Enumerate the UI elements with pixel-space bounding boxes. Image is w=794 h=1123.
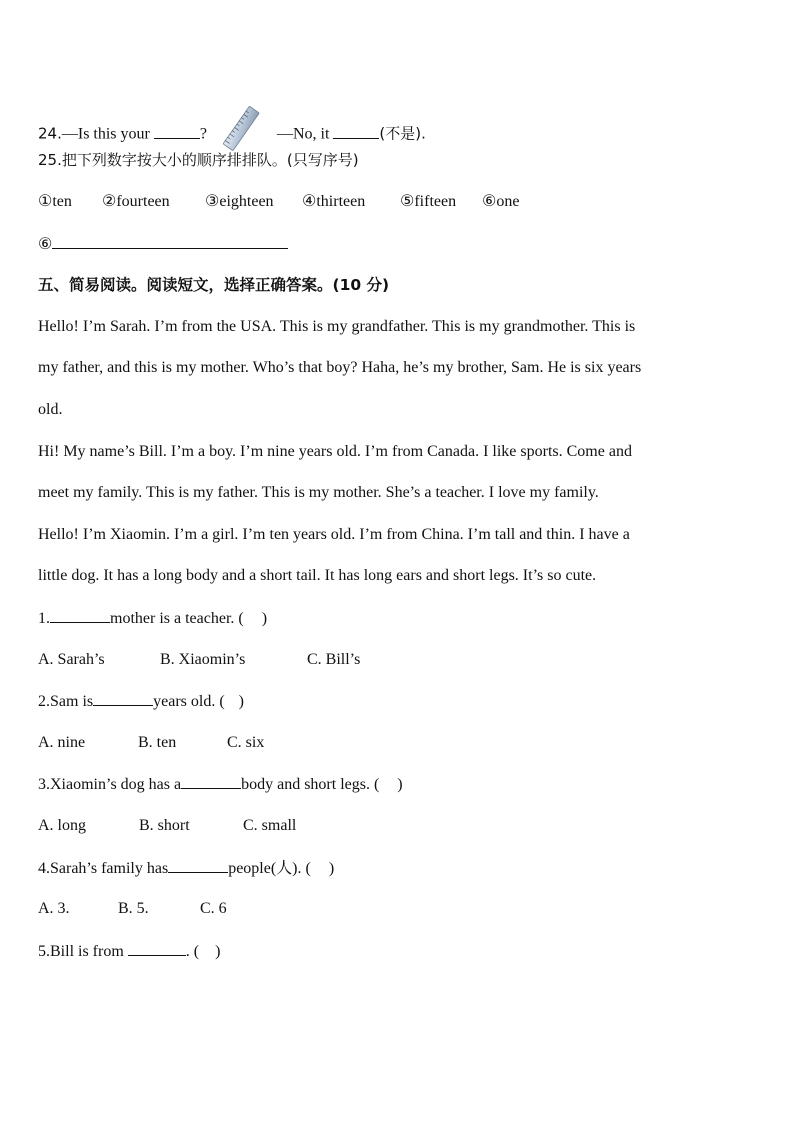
passage-line bbox=[38, 524, 630, 546]
answer-paren-close: ) bbox=[238, 693, 244, 710]
option-a[interactable]: A. 3. bbox=[38, 900, 70, 917]
question-4-options bbox=[38, 898, 227, 920]
question-text: years old. ( bbox=[153, 693, 225, 710]
question-4 bbox=[38, 857, 334, 880]
option-a[interactable]: A. Sarah’s bbox=[38, 651, 105, 668]
passage-text: Hi! My name’s Bill. I’m a boy. I’m nine years old. I’m from Canada. I like sports. Come and bbox=[38, 443, 632, 460]
q25-number: 25. bbox=[38, 151, 62, 169]
q24-blank-2[interactable] bbox=[333, 123, 379, 139]
question-1-options bbox=[38, 649, 360, 671]
question-blank[interactable] bbox=[93, 690, 153, 706]
question-3-options bbox=[38, 815, 296, 837]
question-2 bbox=[38, 690, 244, 713]
option-word: thirteen bbox=[316, 193, 366, 210]
passage-line bbox=[38, 357, 641, 379]
question-blank[interactable] bbox=[168, 857, 228, 873]
q25-option bbox=[400, 191, 482, 213]
q24-hint: (不是). bbox=[379, 124, 426, 143]
passage-line bbox=[38, 482, 599, 504]
q24-dash-2: — bbox=[276, 125, 293, 143]
q25-option bbox=[482, 191, 519, 213]
circled-number: ④ bbox=[302, 193, 317, 210]
question-prefix: 2.Sam is bbox=[38, 693, 94, 710]
q25-option bbox=[102, 191, 205, 213]
passage-text: my father, and this is my mother. Who’s that boy? Haha, he’s my brother, Sam. He is six years bbox=[38, 359, 642, 376]
passage-text: old. bbox=[38, 401, 63, 418]
q25-instruction: 把下列数字按大小的顺序排排队。(只写序号) bbox=[61, 151, 359, 169]
option-word: fourteen bbox=[116, 193, 170, 210]
circled-number: ③ bbox=[205, 193, 220, 210]
q25-options-line bbox=[38, 191, 519, 213]
passage-text: meet my family. This is my father. This is my mother. She’s a teacher. I love my family. bbox=[38, 484, 599, 501]
question-3 bbox=[38, 773, 403, 796]
answer-paren-close: ) bbox=[261, 610, 268, 627]
ruler-icon bbox=[217, 104, 267, 154]
passage-text: Hello! I’m Sarah. I’m from the USA. This is my grandfather. This is my grandmother. This is bbox=[38, 318, 636, 335]
section-5-title: 五、简易阅读。阅读短文，选择正确答案。(10 分) bbox=[38, 276, 390, 294]
question-text: people(人). ( bbox=[228, 860, 311, 877]
question-text: mother is a teacher. ( bbox=[110, 610, 244, 627]
option-word: one bbox=[496, 193, 520, 210]
question-blank[interactable] bbox=[181, 773, 241, 789]
question-2-options bbox=[38, 732, 264, 754]
option-c[interactable]: C. six bbox=[227, 734, 265, 751]
q24-text-2: No, it bbox=[292, 125, 330, 143]
question-prefix: 5.Bill is from bbox=[38, 943, 124, 960]
answer-paren-close: ) bbox=[397, 776, 403, 793]
option-b[interactable]: B. ten bbox=[138, 734, 177, 751]
option-word: eighteen bbox=[219, 193, 274, 210]
q24-text-1: Is this your bbox=[77, 125, 150, 143]
option-c[interactable]: C. 6 bbox=[200, 900, 227, 917]
question-prefix: 4.Sarah’s family has bbox=[38, 860, 169, 877]
answer-paren-close: ) bbox=[215, 943, 221, 960]
circled-number: ① bbox=[38, 193, 53, 210]
question-prefix: 3.Xiaomin’s dog has a bbox=[38, 776, 182, 793]
passage-line bbox=[38, 441, 632, 463]
question-text: body and short legs. ( bbox=[241, 776, 380, 793]
option-b[interactable]: B. 5. bbox=[118, 900, 149, 917]
passage-line bbox=[38, 399, 62, 421]
option-word: ten bbox=[52, 193, 72, 210]
q24-number: 24. bbox=[38, 124, 62, 143]
q25-option bbox=[38, 191, 102, 213]
passage-text: Hello! I’m Xiaomin. I’m a girl. I’m ten years old. I’m from China. I’m tall and thin. I have a bbox=[38, 526, 630, 543]
option-a[interactable]: A. nine bbox=[38, 734, 86, 751]
question-1 bbox=[38, 607, 267, 630]
section-heading bbox=[38, 274, 389, 296]
q24-question-mark: ? bbox=[199, 125, 207, 143]
option-b[interactable]: B. Xiaomin’s bbox=[160, 651, 246, 668]
question-5 bbox=[38, 940, 220, 963]
passage-line bbox=[38, 565, 596, 587]
q24-dash-1: — bbox=[61, 125, 78, 143]
option-c[interactable]: C. Bill’s bbox=[307, 651, 361, 668]
passage-text: little dog. It has a long body and a short tail. It has long ears and short legs. It’s so cute. bbox=[38, 567, 597, 584]
circled-number: ② bbox=[102, 193, 117, 210]
option-b[interactable]: B. short bbox=[139, 817, 190, 834]
question-text: . ( bbox=[185, 943, 200, 960]
q25-instruction-line bbox=[38, 149, 359, 171]
question-prefix: 1. bbox=[38, 610, 50, 627]
q25-option bbox=[205, 191, 302, 213]
question-blank[interactable] bbox=[50, 607, 110, 623]
q25-option bbox=[302, 191, 400, 213]
q25-answer-blank[interactable] bbox=[52, 233, 288, 249]
option-a[interactable]: A. long bbox=[38, 817, 86, 834]
option-word: fifteen bbox=[414, 193, 457, 210]
q25-answer-prefix: ⑥ bbox=[38, 236, 53, 253]
question-blank[interactable] bbox=[128, 940, 186, 956]
circled-number: ⑥ bbox=[482, 193, 497, 210]
option-c[interactable]: C. small bbox=[243, 817, 297, 834]
q24-blank-1[interactable] bbox=[154, 123, 200, 139]
q25-answer-line bbox=[38, 233, 288, 256]
passage-line bbox=[38, 316, 635, 338]
answer-paren-close: ) bbox=[328, 860, 335, 877]
circled-number: ⑤ bbox=[400, 193, 415, 210]
